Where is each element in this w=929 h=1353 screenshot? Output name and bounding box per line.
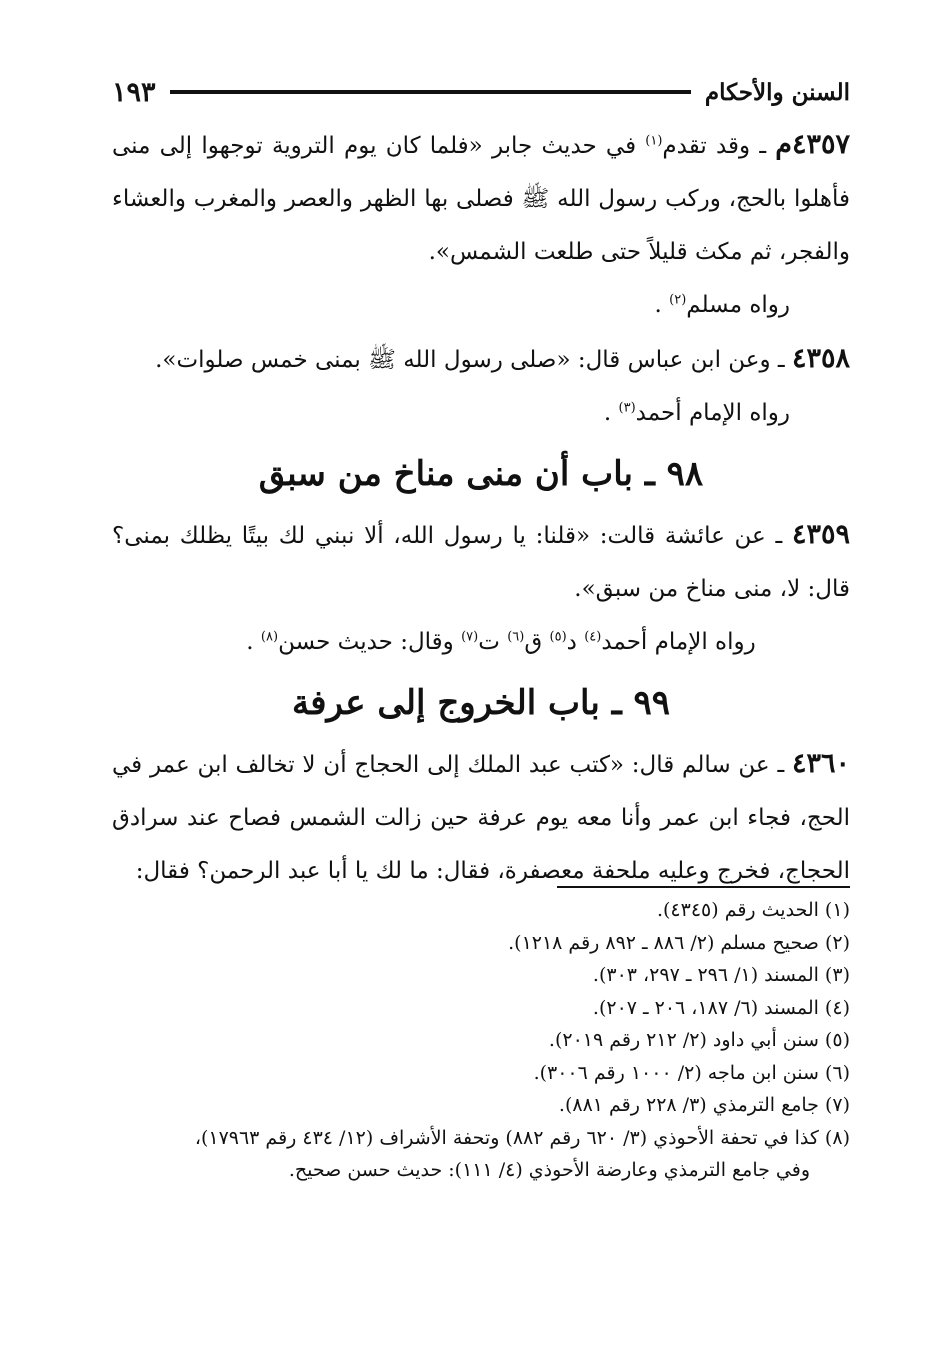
footnote-ref[interactable]: (١) <box>645 133 663 149</box>
running-header <box>112 70 850 114</box>
footnote-4: (٤) المسند (٦/ ١٨٧، ٢٠٦ ـ ٢٠٧). <box>592 996 850 1019</box>
hadith-number: ٤٣٥٧م <box>775 129 850 160</box>
footnote-3: (٣) المسند (١/ ٢٩٦ ـ ٢٩٧، ٣٠٣). <box>592 964 850 986</box>
chapter-heading-98: ٩٨ ـ باب أن منى مناخ من سبق <box>258 454 704 494</box>
source-end: . <box>603 400 619 426</box>
footnote-6: (٦) سنن ابن ماجه (٢/ ١٠٠٠ رقم ٣٠٠٦). <box>533 1061 850 1084</box>
hadith-number: ٤٣٥٩ <box>791 519 850 550</box>
main-text <box>112 118 850 898</box>
footnote-5: (٥) سنن أبي داود (٢/ ٢١٢ رقم ٢٠١٩). <box>548 1029 850 1051</box>
hadith-text: ـ عن سالم قال: «كتب عبد الملك إلى الحجاج أن لا تخالف ابن عمر في الحج، فجاء ابن عمر وأنا معه يوم عرفة حين زالت الشمس فصاح عند سرادق الحجاج، فخرج وعليه ملحفة معصفرة، فقال: ما لك يا أبا عبد الرحمن؟ فقال: <box>112 752 850 884</box>
footnote-ref[interactable]: (٣) <box>618 400 636 416</box>
hadith-source <box>112 387 850 440</box>
footnote-8: (٨) كذا في تحفة الأحوذي (٣/ ٦٢٠ رقم ٨٨٢) وتحفة الأشراف (١٢/ ٤٣٤ رقم ١٧٩٦٣)، <box>194 1126 850 1149</box>
source-text: رواه الإمام أحمد <box>635 400 790 426</box>
hadith-text: ـ وقد تقدم <box>662 133 776 159</box>
footnote-ref[interactable]: (٨) <box>260 629 279 645</box>
chapter-heading-99: ٩٩ ـ باب الخروج إلى عرفة <box>291 683 671 723</box>
running-title: السنن والأحكام <box>704 78 850 106</box>
footnotes <box>112 894 850 1187</box>
source-end: . <box>654 292 670 318</box>
hadith-text: في حديث جابر «فلما كان يوم التروية توجهوا إلى منى فأهلوا بالحج، وركب رسول الله ﷺ فصلى بها الظهر والعصر والمغرب والعشاء والفجر، ثم مكث قليلاً حتى طلعت الشمس». <box>112 133 850 265</box>
hadith-4359 <box>112 508 850 616</box>
header-rule <box>170 90 691 94</box>
source-text: ق <box>524 629 550 655</box>
hadith-source <box>112 279 850 332</box>
footnote-ref[interactable]: (٤) <box>584 629 602 645</box>
source-text: وقال: حديث حسن <box>278 629 462 655</box>
hadith-number: ٤٣٦٠ <box>791 748 850 779</box>
hadith-4360 <box>112 737 850 898</box>
footnote-ref[interactable]: (٧) <box>461 629 479 645</box>
footnote-2: (٢) صحيح مسلم (٢/ ٨٨٦ ـ ٨٩٢ رقم ١٢١٨). <box>508 931 850 954</box>
hadith-text: ـ وعن ابن عباس قال: «صلى رسول الله ﷺ بمنى خمس صلوات». <box>155 347 792 373</box>
page-number: ١٩٣ <box>112 76 156 108</box>
hadith-4358 <box>112 332 850 387</box>
hadith-text: ـ عن عائشة قالت: «قلنا: يا رسول الله، ألا نبني لك بيتًا يظلك بمنى؟ قال: لا، منى مناخ من سبق». <box>112 523 850 602</box>
source-end: . <box>246 629 261 655</box>
hadith-source <box>112 616 850 669</box>
hadith-number: ٤٣٥٨ <box>791 343 850 374</box>
source-text: رواه مسلم <box>686 292 790 318</box>
footnote-separator <box>557 886 850 888</box>
footnote-ref[interactable]: (٥) <box>549 629 567 645</box>
footnote-7: (٧) جامع الترمذي (٣/ ٢٢٨ رقم ٨٨١). <box>558 1094 850 1116</box>
footnote-ref[interactable]: (٦) <box>507 629 525 645</box>
source-text: رواه الإمام أحمد <box>601 629 756 655</box>
source-text: ت <box>478 629 508 655</box>
source-text: د <box>566 629 585 655</box>
footnote-ref[interactable]: (٢) <box>669 292 687 308</box>
hadith-4357 <box>112 118 850 279</box>
footnote-1: (١) الحديث رقم (٤٣٤٥). <box>656 899 850 921</box>
footnote-8-continuation: وفي جامع الترمذي وعارضة الأحوذي (٤/ ١١١): حديث حسن صحيح. <box>288 1159 810 1181</box>
